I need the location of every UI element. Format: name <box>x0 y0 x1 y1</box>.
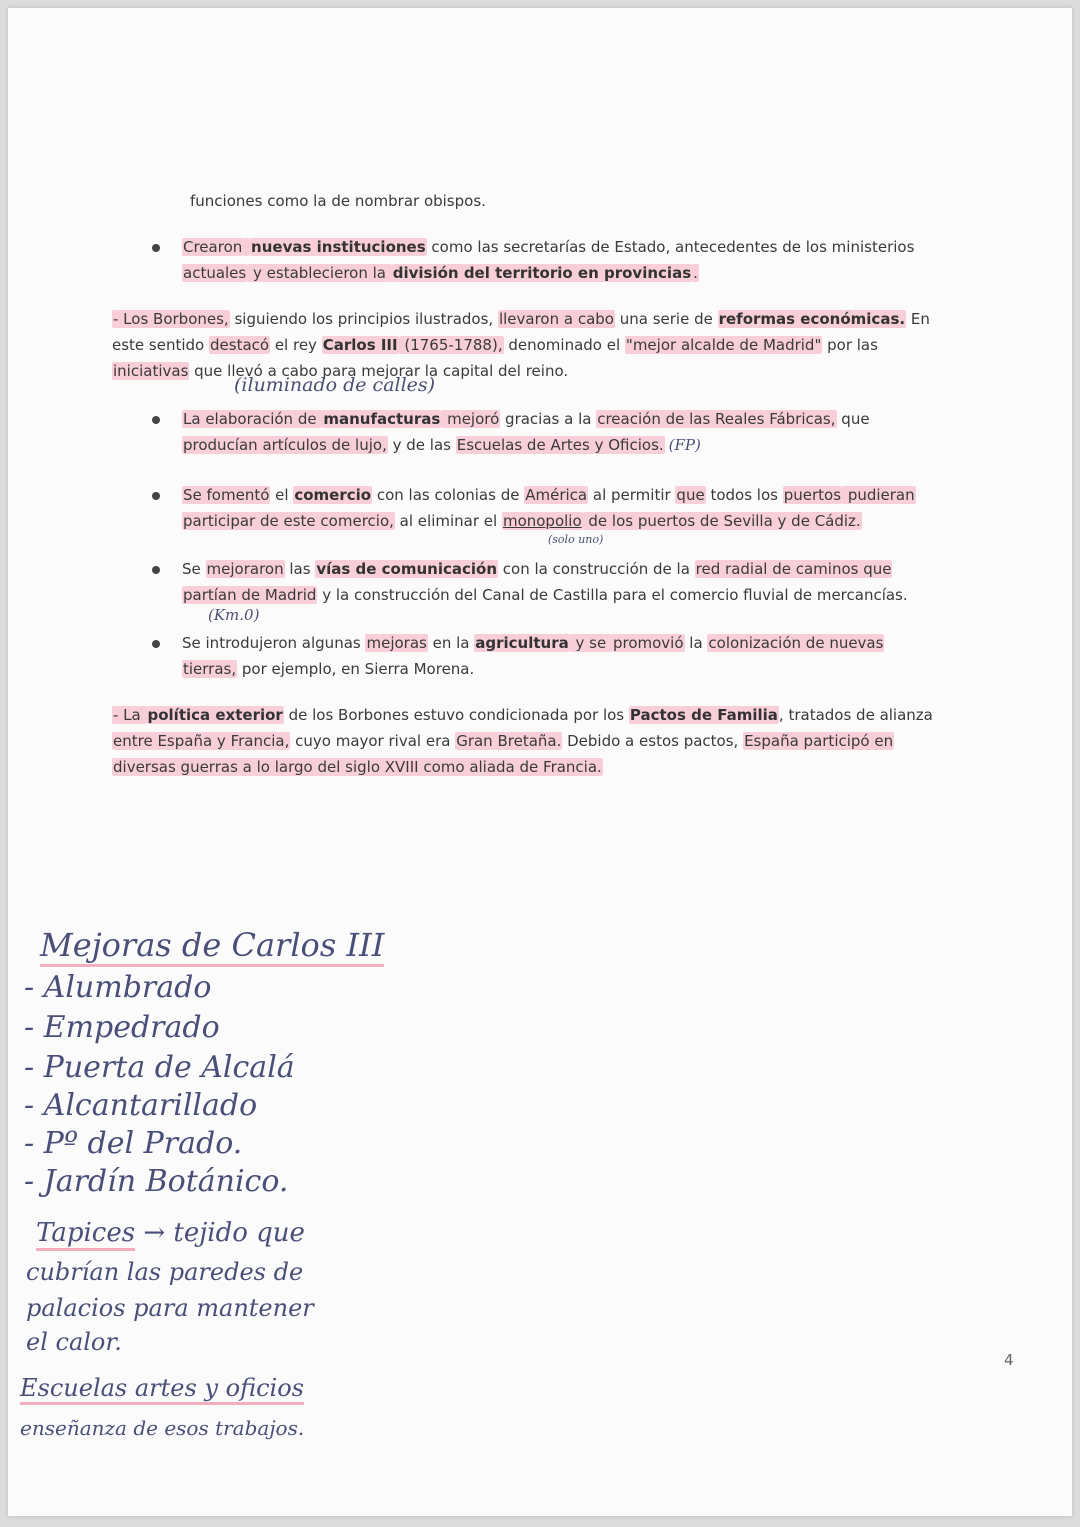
bullet-comercio-line2: participar de este comercio, al eliminar el monopolio de los puertos de Sevilla y de Cádiz. <box>183 512 861 530</box>
handwritten-title: Mejoras de Carlos III <box>40 926 384 964</box>
handwritten-item: - Empedrado <box>24 1010 220 1045</box>
bullet-dot <box>152 244 160 252</box>
text-line-obispos: funciones como la de nombrar obispos. <box>190 192 486 210</box>
bullet-manufacturas-line2: producían artículos de lujo, y de las Escuelas de Artes y Oficios. (FP) <box>183 436 701 454</box>
bullet-agricultura-line1: Se introdujeron algunas mejoras en la agricultura y se promovió la colonización de nuevas <box>182 634 884 652</box>
bullet-dot <box>152 640 160 648</box>
annotation-fp: (FP) <box>668 436 701 454</box>
paragraph-borbones <box>112 306 1022 384</box>
bullet-instituciones-line2: actuales y establecieron la división del territorio en provincias . <box>183 264 698 282</box>
paragraph-politica-exterior <box>112 702 1022 780</box>
handwritten-item: - Pº del Prado. <box>24 1126 243 1161</box>
tapices-arrow-text: → tejido que <box>135 1218 305 1248</box>
tapices-word: Tapices <box>36 1218 135 1251</box>
handwritten-item: - Puerta de Alcalá <box>24 1050 295 1085</box>
paragraph-politica-line2: entre España y Francia, cuyo mayor rival era Gran Bretaña. Debido a estos pactos, España participó en <box>113 732 894 750</box>
bullet-manufacturas-line1: La elaboración de manufacturas mejoró gracias a la creación de las Reales Fábricas, que <box>183 410 870 428</box>
page-number: 4 <box>1004 1351 1014 1369</box>
handwritten-item: - Alcantarillado <box>24 1088 258 1123</box>
annotation-km0: (Km.0) <box>208 606 260 624</box>
bullet-instituciones <box>182 234 1022 286</box>
bullet-manufacturas <box>182 406 1022 458</box>
annotation-iluminado: (iluminado de calles) <box>234 374 436 396</box>
bullet-instituciones-line1: Crearon nuevas instituciones como las secretarías de Estado, antecedentes de los ministerios <box>183 238 915 256</box>
paragraph-borbones-line1: - Los Borbones, siguiendo los principios ilustrados, llevaron a cabo una serie de reformas económicas. En <box>113 310 930 328</box>
bullet-dot <box>152 416 160 424</box>
handwritten-item: - Jardín Botánico. <box>24 1164 289 1199</box>
paragraph-politica-line1: - La política exterior de los Borbones estuvo condicionada por los Pactos de Familia, tratados de alianza <box>113 706 933 724</box>
annotation-solo-uno: (solo uno) <box>548 533 604 546</box>
bullet-dot <box>152 492 160 500</box>
paragraph-borbones-line3: iniciativas que llevó a cabo para mejorar la capital del reino. <box>113 362 569 380</box>
bullet-comercio-line1: Se fomentó el comercio con las colonias de América al permitir que todos los puertos pudieran <box>183 486 915 504</box>
paragraph-borbones-line2: este sentido destacó el rey Carlos III (1765-1788), denominado el "mejor alcalde de Madrid" por las <box>112 336 878 354</box>
handwritten-item: - Alumbrado <box>24 970 212 1005</box>
bullet-vias-line1: Se mejoraron las vías de comunicación con la construcción de la red radial de caminos que <box>182 560 892 578</box>
bullet-agricultura-line2: tierras, por ejemplo, en Sierra Morena. <box>183 660 475 678</box>
bullet-vias-line2: partían de Madrid y la construcción del Canal de Castilla para el comercio fluvial de mercancías. <box>183 586 908 604</box>
bullet-vias <box>182 556 1022 608</box>
bullet-comercio <box>182 482 1022 534</box>
document-page: funciones como la de nombrar obispos. Crearon nuevas instituciones como las secretarías de Estado, antecedentes de los ministerios actuales y establecieron la división del territorio en provincias . - Los Borbones, siguiendo los principios ilustrados, llevaron a cabo una serie de reformas económicas. En este sentido destacó el rey Carlos III (1765-1788), denominado el "mejor alcalde de Madrid" por las iniciativas que llevó a cabo para mejorar la capital del reino. (iluminado de calles) La elaboración de manufacturas mejoró gracias a la creación de las Reales Fábricas, que producían artículos de lujo, y de las Escuelas de Artes y Oficios. (FP) Se fomentó el comercio con las colonias de América al permitir que todos los puertos pudieran participar de este comercio, al eliminar el monopolio de los puertos de Sevilla y de Cádiz. (solo uno) Se mejoraron las vías de comunicación con la construcción de la red radial de caminos que partían de Madrid y la construcción del Canal de Castilla para el comercio fluvial de mercancías. (Km.0) Se introdujeron algunas mejoras en la agricultura y se promovió la colonización de nuevas tierras, por ejemplo, en Sierra Morena. - La política exterior de los Borbones estuvo condicionada por los Pactos de Familia, tratados de alianza entre España y Francia, cuyo mayor rival era Gran Bretaña. Debido a estos pactos, España participó en diversas guerras a lo largo del siglo XVIII como aliada de Francia. Mejoras de Carlos III - Alumbrado - Empedrado - Puerta de Alcalá - Alcantarillado - Pº del Prado. - Jardín Botánico. Tapices → tejido que cubrían las paredes de palacios para mantener el calor. Escuelas artes y oficios enseñanza de esos trabajos. 4 <box>8 8 1072 1516</box>
bullet-dot <box>152 566 160 574</box>
bullet-agricultura <box>182 630 1022 682</box>
paragraph-politica-line3: diversas guerras a lo largo del siglo XVIII como aliada de Francia. <box>113 758 602 776</box>
